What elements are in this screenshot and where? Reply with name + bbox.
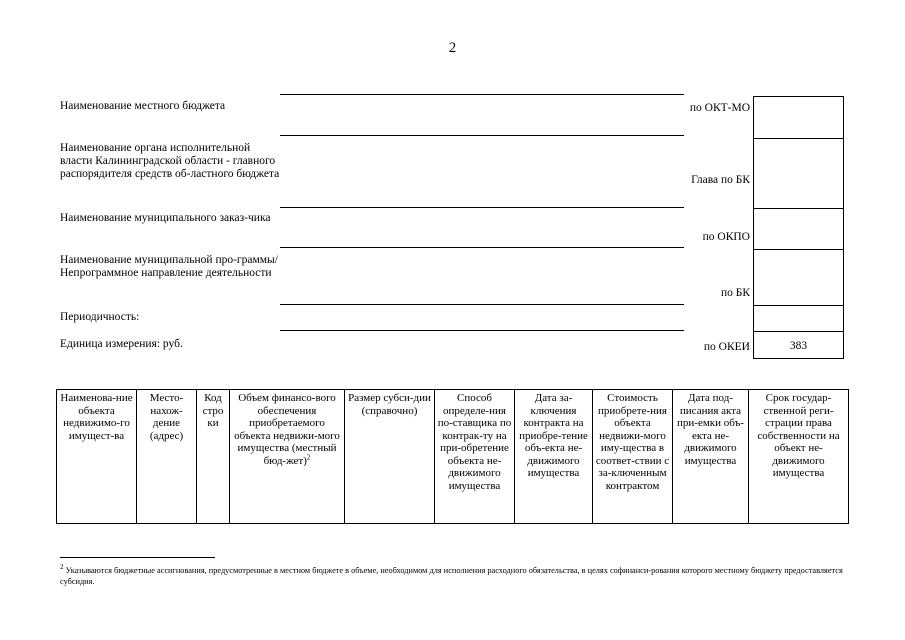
code-cell-border [753,249,844,250]
code-box-bottom [753,358,844,359]
table-header-cell [230,390,345,524]
header-subsidy-size: Размер субси-дии (справочно) [348,392,431,417]
code-cell-border [753,208,844,209]
fill-line-municipal-program[interactable] [280,304,684,305]
label-municipal-customer: Наименование муниципального заказ-чика [60,212,271,224]
footnote-mark: 2 [306,452,311,461]
footnote-rule [60,557,215,558]
fill-line-municipal-customer[interactable] [280,247,684,248]
page-number: 2 [448,40,457,56]
footnote [60,565,850,587]
footnote-text: Указываются бюджетные ассигнования, предусмотренные в местном бюджете в объеме, необходимом для исполнения расходного обязательства, в целях софинанси-рования которого местному бюджету предоставляется субсидия. [60,566,843,586]
table-header-cell [593,390,673,524]
fill-line-periodicity[interactable] [280,330,684,331]
footnote-number: 2 [60,563,64,572]
table-header-cell [515,390,593,524]
code-cell-border [753,305,844,306]
label-municipal-program: Наименование муниципальной про-граммы/Непрограммное направление деятельности [60,254,278,279]
code-value-okei: 383 [789,340,808,352]
fill-line [280,94,684,95]
table-header-cell [673,390,749,524]
code-label-oktmo: по ОКТ-МО [689,102,750,114]
label-executive-body: Наименование органа исполнительной власти Калининградской области - главного распорядителя средств об-ластного бюджета [60,142,280,180]
label-periodicity: Периодичность: [60,311,140,323]
header-contract-date: Дата за-ключения контракта на приобре-тение объ-екта не-движимого имущества [519,392,588,479]
table-header-cell [345,390,435,524]
header-acceptance-date: Дата под-писания акта при-емки объ-екта не-движимого имущества [677,392,744,467]
code-box-top [753,96,844,97]
code-label-okei: по ОКЕИ [703,341,750,353]
table-header-cell [749,390,849,524]
property-table [56,389,849,524]
table-header-cell [435,390,515,524]
header-row-code: Код стро ки [202,392,224,429]
table-header-cell [197,390,230,524]
header-registration-term: Срок государ-ственной реги-страции права собственности на объект не-движимого имущества [757,392,840,479]
header-location: Место-нахож-дение (адрес) [149,392,184,442]
codes-box [753,96,844,358]
code-label-okpo: по ОКПО [702,231,750,243]
header-financing-volume: Объем финансо-вого обеспечения приобретаемого объекта недвижи-мого имущества (местный бюд-жет) [234,392,340,467]
code-label-bk: по БК [720,287,750,299]
code-cell-border [753,138,844,139]
header-object-name: Наименова-ние объекта недвижимо-го имущест-ва [60,392,133,442]
fill-line-local-budget[interactable] [280,135,684,136]
label-unit: Единица измерения: руб. [60,338,183,350]
fill-line-executive-body[interactable] [280,207,684,208]
table-header-cell [57,390,137,524]
table-header-cell [137,390,197,524]
code-cell-border [753,331,844,332]
code-label-glava-bk: Глава по БК [691,174,750,186]
header-acquisition-cost: Стоимость приобрете-ния объекта недвижи-мого иму-щества в соответ-ствии с за-ключенным контрактом [595,392,670,492]
header-supplier-method: Способ определе-ния по-ставщика по контрак-ту на при-обретение объекта не-движимого имущества [437,392,512,492]
label-local-budget: Наименование местного бюджета [60,100,226,112]
table-header-row [57,390,849,524]
